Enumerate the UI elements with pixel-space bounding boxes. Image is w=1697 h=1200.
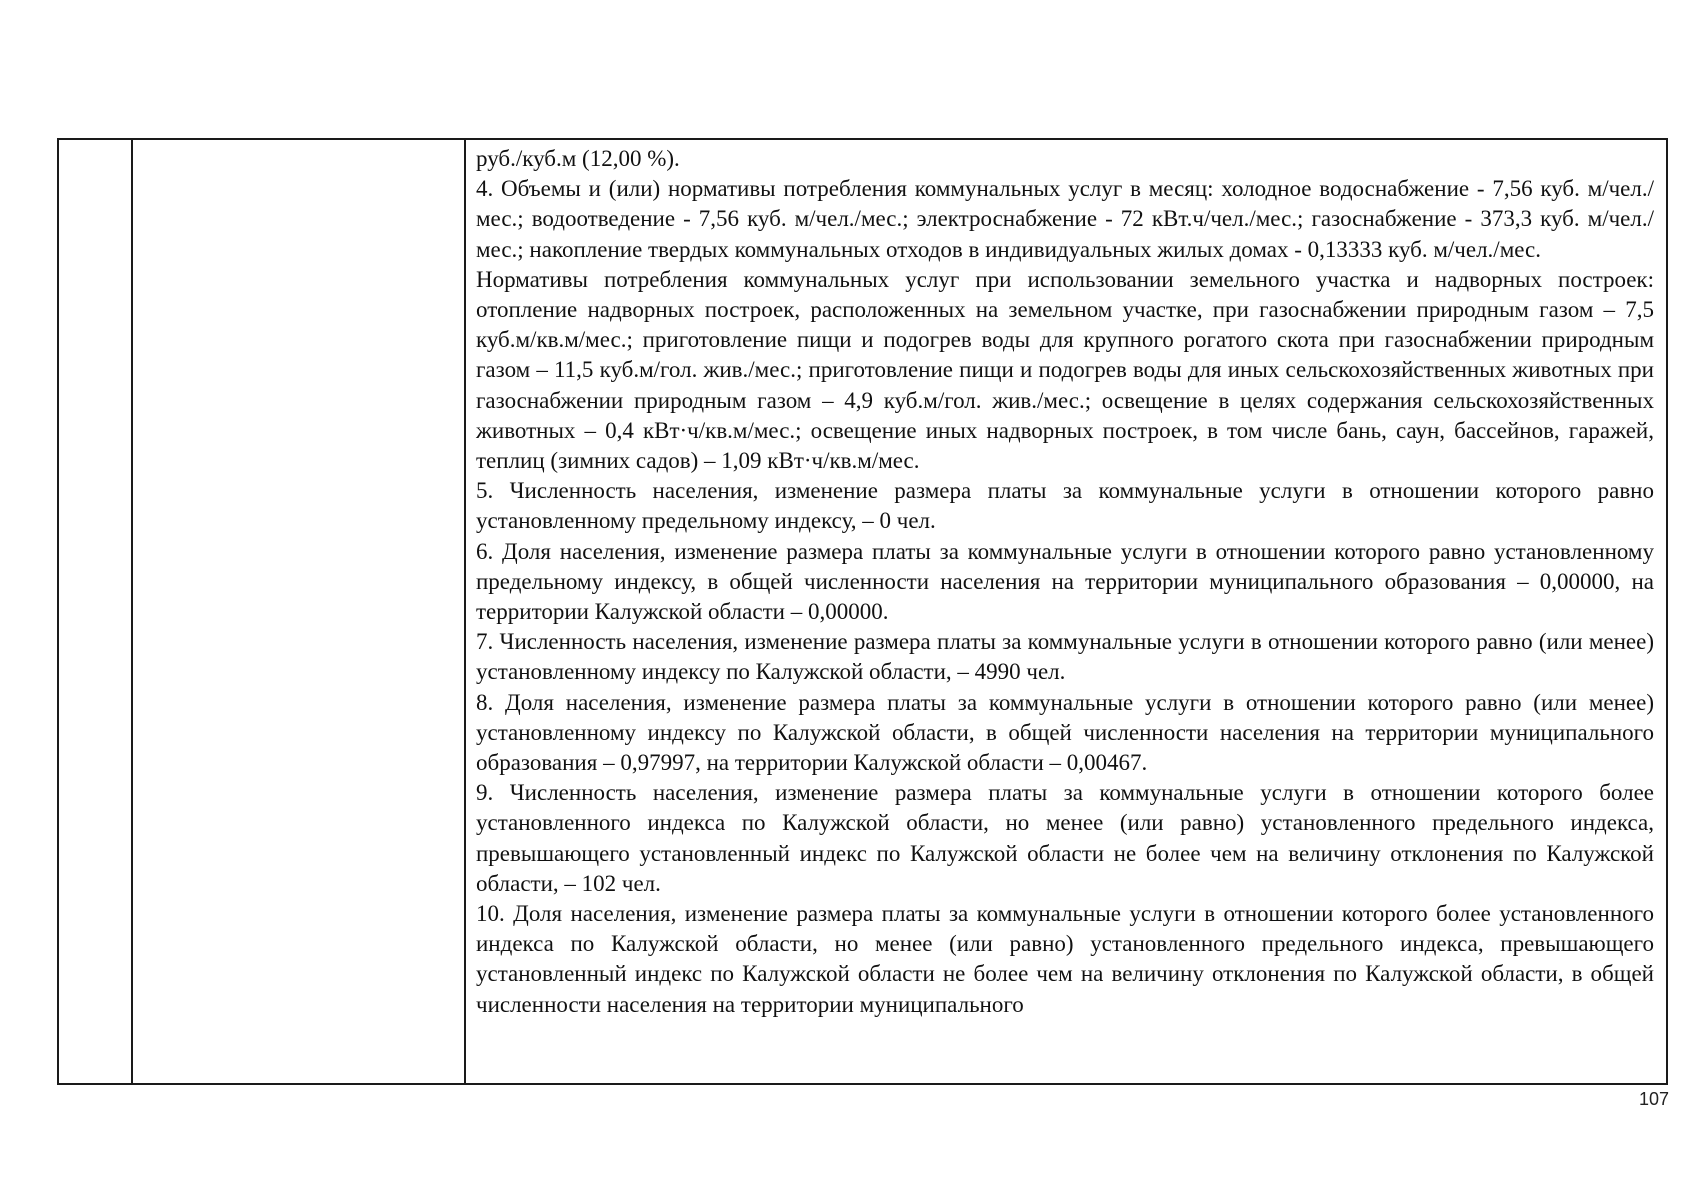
paragraph-item-6: 6. Доля населения, изменение размера платы за коммунальные услуги в отношении которого равно установленному предельному индексу, в общей численности населения на территории муниципального образования – 0,00000, на территории Калужской области – 0,00000. [476,538,1654,625]
paragraph-item-4: 4. Объемы и (или) нормативы потребления коммунальных услуг в месяц: холодное водоснабжение - 7,56 куб. м/чел./мес.; водоотведение - 7,56 куб. м/чел./мес.; электроснабжение - 72 кВт.ч/чел./мес.; газоснабжение - 373,3 куб. м/чел./мес.; накопление твердых коммунальных отходов в индивидуальных жилых домах - 0,13333 куб. м/чел./мес. [476,176,1654,262]
paragraph-continuation: руб./куб.м (12,00 %). [476,146,680,171]
paragraph-item-7: 7. Численность населения, изменение размера платы за коммунальные услуги в отношении которого равно (или менее) установленному индексу по Калужской области, – 4990 чел. [476,629,1654,685]
paragraph-item-10: 10. Доля населения, изменение размера платы за коммунальные услуги в отношении которого более установленного индекса по Калужской области, но менее (или равно) установленного предельного индекса, превышающего установленный индекс по Калужской области не более чем на величину отклонения по Калужской области, в общей численности населения на территории муниципального [476,901,1654,1017]
paragraph-norms: Нормативы потребления коммунальных услуг при использовании земельного участка и надворных построек: отопление надворных построек, расположенных на земельном участке, при газоснабжении природным газом – 7,5 куб.м/кв.м/мес.; приготовление пищи и подогрев воды для крупного рогатого скота при газоснабжении природным газом – 11,5 куб.м/гол. жив./мес.; приготовление пищи и подогрев воды для иных сельскохозяйственных животных при газоснабжении природным газом – 4,9 куб.м/гол. жив./мес.; освещение в целях содержания сельскохозяйственных животных – 0,4 кВт·ч/кв.м/мес.; освещение иных надворных построек, в том числе бань, саун, бассейнов, гаражей, теплиц (зимних садов) – 1,09 кВт·ч/кв.м/мес. [476,266,1654,474]
paragraph-item-8: 8. Доля населения, изменение размера платы за коммунальные услуги в отношении которого равно (или менее) установленному индексу по Калужской области, в общей численности населения на территории муниципального образования – 0,97997, на территории Калужской области – 0,00467. [476,689,1654,776]
paragraph-item-5: 5. Численность населения, изменение размера платы за коммунальные услуги в отношении которого равно установленному предельному индексу, – 0 чел. [476,478,1654,534]
page-number: 107 [1638,1089,1669,1109]
table-column-name [133,140,466,1083]
table-column-content [466,140,1666,1083]
table-column-number [59,140,133,1083]
document-table [57,138,1668,1085]
paragraph-item-9: 9. Численность населения, изменение размера платы за коммунальные услуги в отношении которого более установленного индекса по Калужской области, но менее (или равно) установленного предельного индекса, превышающего установленный индекс по Калужской области не более чем на величину отклонения по Калужской области, – 102 чел. [476,780,1654,896]
